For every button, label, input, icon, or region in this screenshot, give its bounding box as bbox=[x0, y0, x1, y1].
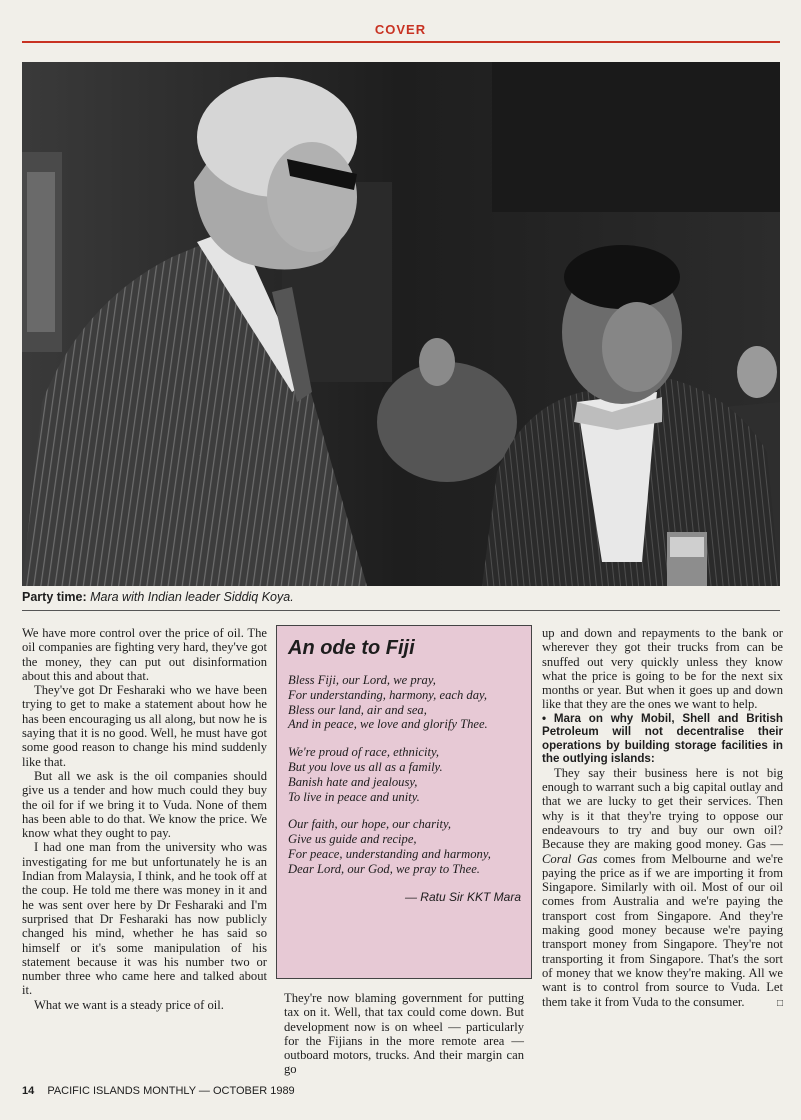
poem-line: Dear Lord, our God, we pray to Thee. bbox=[288, 861, 480, 876]
caption-rule bbox=[22, 610, 780, 611]
poem-line: Our faith, our hope, our charity, bbox=[288, 817, 452, 832]
poem-line: To live in peace and unity. bbox=[288, 789, 420, 804]
publication-line: PACIFIC ISLANDS MONTHLY — OCTOBER 1989 bbox=[47, 1085, 295, 1097]
poem-line: For peace, understanding and harmony, bbox=[288, 846, 491, 861]
text-run: comes from Melbourne and we're paying the price as if we are importing it from Singapore. Similarly with oil. Most of our oil comes from Australia and we're paying the transport cost from Singapore. And they're making good money because we're paying transport money from Singapore. They're not transporting it from Singapore. That's the sort of money that we know they're making. All we want is to control from source to Vuda. Let them take it from Vuda to the consumer. bbox=[542, 851, 783, 1009]
poem-line: Banish hate and jealousy, bbox=[288, 774, 418, 789]
poem-line: For understanding, harmony, each day, bbox=[288, 687, 488, 702]
page-number: 14 bbox=[22, 1085, 35, 1097]
poem-stanza bbox=[288, 745, 521, 804]
text-run: They say their business here is not big enough to warrant such a big capital outlay and that we are lucky to get their services. Then why is it that they're trying to oppose our endeavours to try and buy our own oil? Because they are making good money. Gas — bbox=[542, 765, 783, 852]
poem-line: But you love us all as a family. bbox=[288, 759, 443, 774]
poem-stanza bbox=[288, 817, 521, 876]
poem-line: Give us guide and recipe, bbox=[288, 832, 417, 847]
photo-caption bbox=[22, 590, 780, 604]
paragraph: They're now blaming government for putting tax on it. Well, that tax could come down. But development now is on wheel — particularly for the Fijians in the more remote area — outboard motors, trucks. And their margin can go bbox=[284, 991, 524, 1077]
article-column-3 bbox=[542, 626, 783, 1011]
paragraph: We have more control over the price of oil. The oil companies are fighting very hard, they've got the money, they can put out disinformation about this and about that. bbox=[22, 626, 267, 683]
italic-run: Coral Gas bbox=[542, 851, 598, 866]
caption-lead: Party time: bbox=[22, 590, 87, 604]
poem-stanza bbox=[288, 673, 521, 732]
paragraph bbox=[542, 766, 783, 1009]
subheading: • Mara on why Mobil, Shell and British Petroleum will not decentralise their operations by building storage facilities in the outlying islands: bbox=[542, 711, 783, 766]
poem-line: Bless our land, air and sea, bbox=[288, 702, 427, 717]
header-rule bbox=[22, 41, 780, 43]
section-label: COVER bbox=[374, 22, 427, 37]
paragraph: up and down and repayments to the bank or wherever they got their trucks from can be snuffed out very quickly unless they know what the price is going to be for the next six months or year. But when it goes up and down like that they are the ones we want to help. bbox=[542, 626, 783, 712]
paragraph: But all we ask is the oil companies should give us a tender and how much could they buy the oil for if we bring it to Vuda. None of them has been able to do that. We know the price. We know what they ought to pay. bbox=[22, 768, 267, 841]
caption-text: Mara with Indian leader Siddiq Koya. bbox=[90, 590, 294, 604]
cover-photo bbox=[22, 62, 780, 586]
end-mark: □ bbox=[776, 997, 783, 1009]
poem-line: We're proud of race, ethnicity, bbox=[288, 745, 439, 760]
article-column-2 bbox=[284, 991, 524, 1077]
photo-illustration bbox=[22, 62, 780, 586]
poem-line: Bless Fiji, our Lord, we pray, bbox=[288, 673, 436, 687]
poem-box bbox=[276, 625, 532, 979]
paragraph: They've got Dr Fesharaki who we have been trying to get to make a statement about how he has been encouraging us all along, but now he is saying that it is no good. Well, he must have got some good reason to change his mind suddenly like that. bbox=[22, 683, 267, 769]
poem-title: An ode to Fiji bbox=[288, 637, 415, 659]
poem-author: — Ratu Sir KKT Mara bbox=[404, 889, 521, 904]
paragraph: What we want is a steady price of oil. bbox=[34, 997, 224, 1012]
paragraph: I had one man from the university who was investigating for me but unfortunately he is an Indian from Malaysia, I think, and he took off at the coup. He told me there was money in it and he was sent over here by Dr Fesharaki and I'm surprised that Dr Fesharaki has now publicly changed his mind, whether he has said so himself or it's some manipulation of his statement because it was his number two or number three who came here and talked about it. bbox=[22, 840, 267, 998]
article-column-1 bbox=[22, 626, 267, 1012]
page-footer bbox=[22, 1085, 295, 1097]
poem-line: And in peace, we love and glorify Thee. bbox=[288, 717, 488, 732]
